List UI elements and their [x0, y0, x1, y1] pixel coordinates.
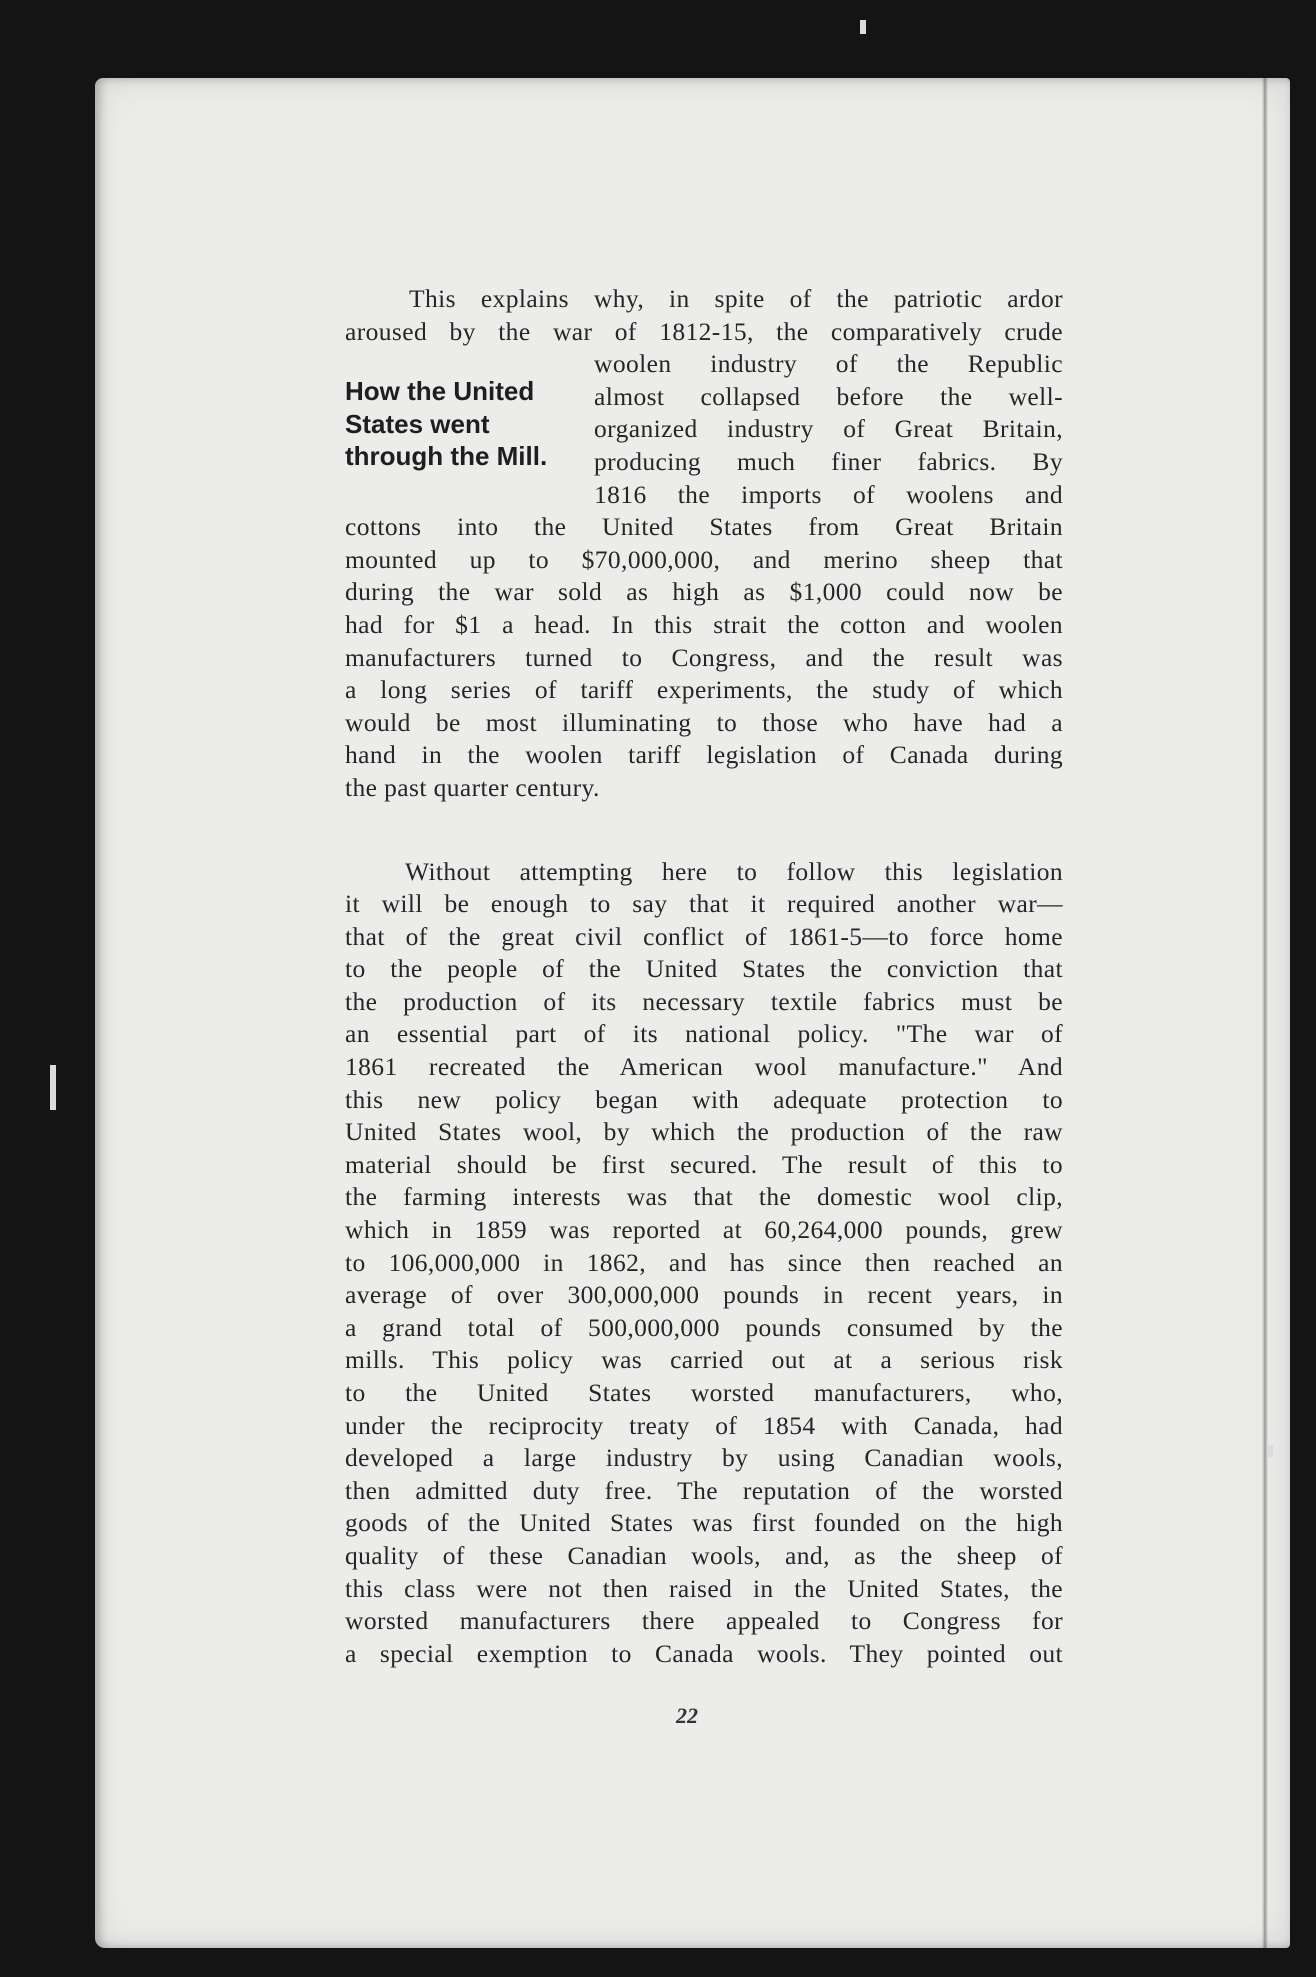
text-line: the past quarter century. [345, 772, 600, 802]
text-line: to the United States worsted manufacturers, who, [345, 1378, 1063, 1407]
text-line: producing much finer fabrics. By [594, 446, 1063, 476]
side-heading-line: through the Mill. [345, 441, 548, 471]
text-line: manufacturers turned to Congress, and the result was [345, 642, 1063, 672]
text-line: this class were not then raised in the United States, the [345, 1573, 1063, 1603]
paragraph-2 [345, 856, 1063, 1671]
text-line: it will be enough to say that it required another war— [345, 889, 1063, 919]
text-line: hand in the woolen tariff legislation of Canada during [345, 740, 1063, 770]
text-line: quality of these Canadian wools, and, as the sheep of [345, 1540, 1063, 1570]
text-line: Without attempting here to follow this legislation [405, 856, 1063, 886]
side-heading-line: States went [345, 408, 490, 439]
text-line: mills. This policy was carried out at a serious risk [345, 1345, 1063, 1375]
text-line: This explains why, in spite of the patriotic ardor [409, 284, 1063, 313]
text-line: cottons into the United States from Great Britain [345, 512, 1063, 542]
text-line: a special exemption to Canada wools. They pointed out [345, 1638, 1063, 1668]
text-line: a grand total of 500,000,000 pounds consumed by the [345, 1312, 1063, 1342]
page-number: 22 [676, 1703, 698, 1728]
text-line: an essential part of its national policy. "The war of [345, 1019, 1063, 1049]
text-line: had for $1 a head. In this strait the cotton and woolen [345, 609, 1063, 639]
text-line: which in 1859 was reported at 60,264,000 pounds, grew [345, 1215, 1063, 1245]
side-heading-line: How the United [345, 376, 535, 406]
text-line: aroused by the war of 1812-15, the comparatively crude [345, 316, 1063, 346]
text-line: material should be first secured. The result of this to [345, 1149, 1063, 1179]
text-line: United States wool, by which the production of the raw [345, 1117, 1063, 1147]
text-line: to the people of the United States the conviction that [345, 954, 1063, 984]
text-line: to 106,000,000 in 1862, and has since then reached an [345, 1247, 1063, 1277]
text-line: worsted manufacturers there appealed to Congress for [345, 1606, 1063, 1636]
text-line: 1861 recreated the American wool manufacture." And [345, 1052, 1063, 1082]
text-line: organized industry of Great Britain, [594, 414, 1063, 444]
body-text [345, 283, 1063, 1670]
text-line: average of over 300,000,000 pounds in recent years, in [345, 1280, 1063, 1310]
film-speck [1268, 1445, 1273, 1457]
text-line: under the reciprocity treaty of 1854 with Canada, had [345, 1410, 1063, 1440]
text-line: woolen industry of the Republic [594, 349, 1063, 379]
text-line: 1816 the imports of woolens and [594, 479, 1063, 509]
text-line: during the war sold as high as $1,000 could now be [345, 577, 1063, 607]
text-line: that of the great civil conflict of 1861-5—to force home [345, 921, 1063, 951]
film-speck [50, 1065, 56, 1110]
text-line: mounted up to $70,000,000, and merino sheep that [345, 544, 1063, 574]
text-line: the farming interests was that the domestic wool clip, [345, 1182, 1063, 1212]
text-line: this new policy began with adequate protection to [345, 1084, 1063, 1114]
text-line: the production of its necessary textile fabrics must be [345, 986, 1063, 1016]
text-line: almost collapsed before the well- [594, 381, 1063, 411]
text-line: would be most illuminating to those who have had a [345, 707, 1063, 737]
text-line: then admitted duty free. The reputation of the worsted [345, 1475, 1063, 1505]
film-speck [860, 20, 866, 34]
text-line: a long series of tariff experiments, the study of which [345, 675, 1063, 705]
paragraph-1 [345, 283, 1063, 805]
text-line: developed a large industry by using Canadian wools, [345, 1443, 1063, 1473]
text-line: goods of the United States was first founded on the high [345, 1508, 1063, 1538]
